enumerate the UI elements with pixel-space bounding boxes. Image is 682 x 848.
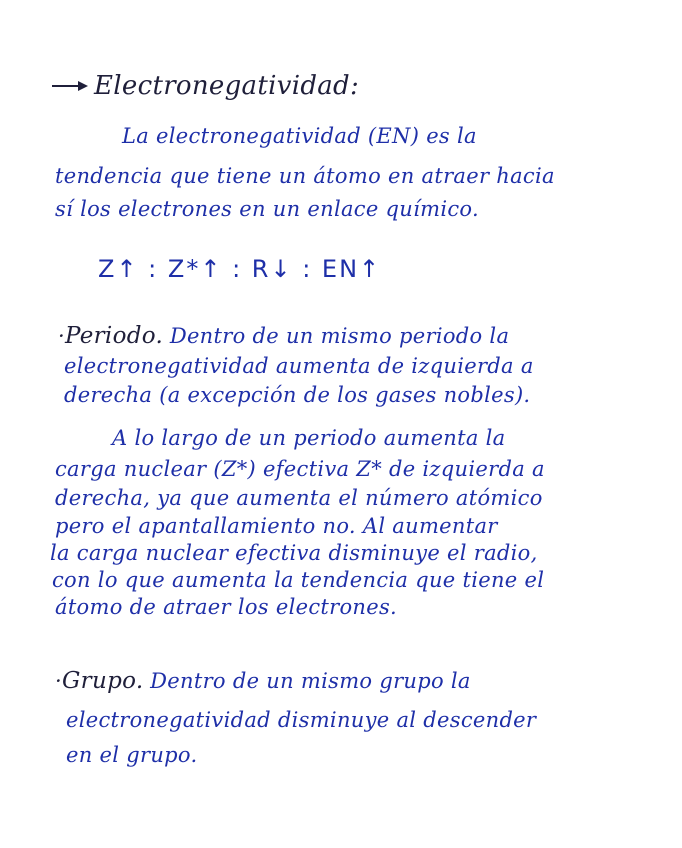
periodo-explanation-line: átomo de atraer los electrones. bbox=[55, 595, 398, 619]
grupo-text: Dentro de un mismo grupo la bbox=[150, 669, 471, 693]
periodo-explanation-line: con lo que aumenta la tendencia que tiene el bbox=[52, 568, 545, 592]
periodo-explanation-line: pero el apantallamiento no. Al aumentar bbox=[55, 514, 498, 538]
intro-line: sí los electrones en un enlace químico. bbox=[55, 197, 479, 221]
periodo-first-line: ·Periodo. Dentro de un mismo periodo la bbox=[58, 323, 510, 349]
grupo-line: en el grupo. bbox=[66, 743, 198, 767]
trend-formula: Z↑ : Z*↑ : R↓ : EN↑ bbox=[98, 255, 382, 283]
page-title: Electronegatividad: bbox=[94, 71, 360, 101]
periodo-explanation-line: A lo largo de un periodo aumenta la bbox=[112, 426, 506, 450]
periodo-explanation-line: la carga nuclear efectiva disminuye el radio, bbox=[50, 541, 538, 565]
intro-line: tendencia que tiene un átomo en atraer hacia bbox=[55, 164, 555, 188]
arrow-right-icon bbox=[50, 77, 90, 95]
periodo-line: electronegatividad aumenta de izquierda a bbox=[64, 354, 534, 378]
periodo-text: Dentro de un mismo periodo la bbox=[169, 324, 510, 348]
intro-line: La electronegatividad (EN) es la bbox=[122, 124, 477, 148]
section-heading bbox=[50, 70, 359, 102]
periodo-explanation-line: carga nuclear (Z*) efectiva Z* de izquierda a bbox=[55, 457, 545, 481]
periodo-label: Periodo. bbox=[64, 323, 164, 349]
periodo-explanation-line: derecha, ya que aumenta el número atómico bbox=[55, 486, 543, 510]
grupo-line: electronegatividad disminuye al descender bbox=[66, 708, 537, 732]
periodo-line: derecha (a excepción de los gases nobles). bbox=[64, 383, 531, 407]
grupo-label: Grupo. bbox=[61, 668, 144, 694]
grupo-first-line: ·Grupo. Dentro de un mismo grupo la bbox=[55, 668, 471, 694]
